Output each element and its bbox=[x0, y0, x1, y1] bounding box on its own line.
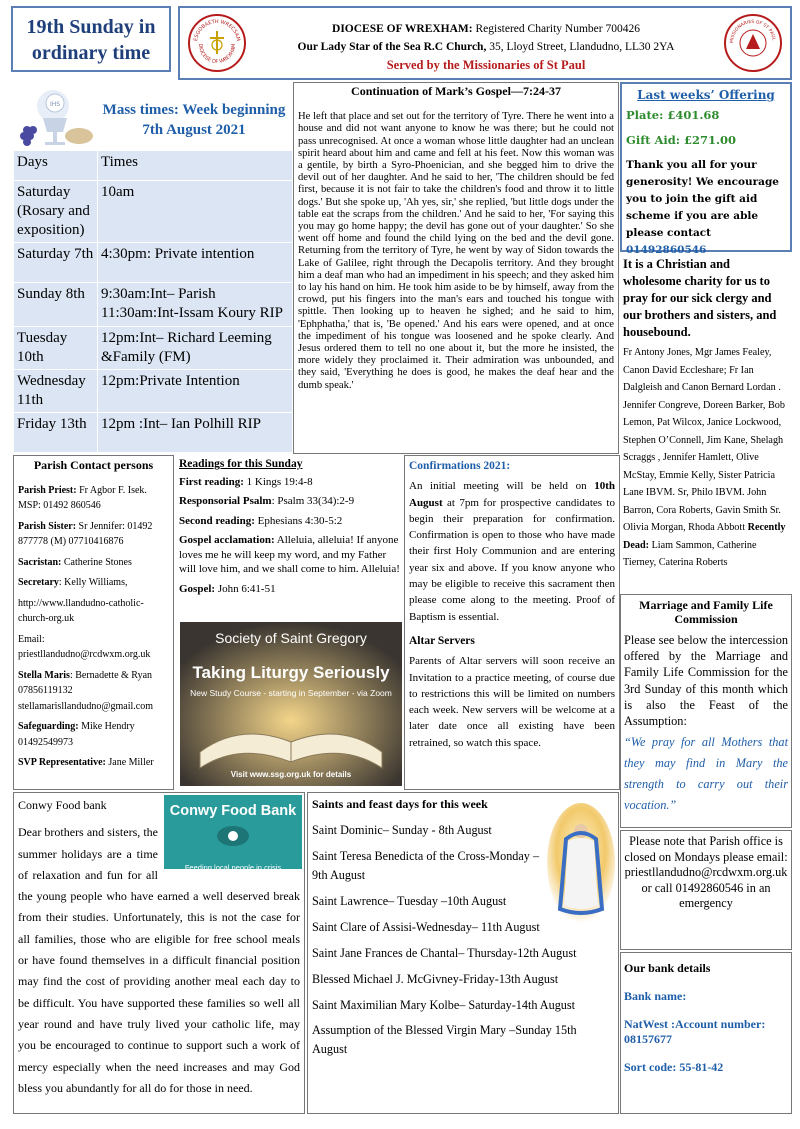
mass-time: 12pm:Private Intention bbox=[98, 370, 293, 413]
marriage-section bbox=[620, 594, 792, 828]
host-text: IHS bbox=[49, 101, 61, 108]
contacts-title: Parish Contact persons bbox=[33, 458, 154, 472]
mass-day: Saturday 7th bbox=[14, 243, 98, 283]
church-address: 35, Lloyd Street, Llandudno, LL30 2YA bbox=[489, 41, 675, 53]
second-reading: Second reading: Ephesians 4:30-5:2 bbox=[179, 514, 343, 527]
contact-sacristan: Sacristan: Catherine Stones bbox=[18, 556, 132, 568]
saint-item: Saint Lawrence– Tuesday –10th August bbox=[312, 893, 507, 908]
food-bank-logo bbox=[164, 795, 302, 872]
saint-item: Saint Jane Frances de Chantal– Thursday-12th August bbox=[312, 945, 577, 960]
mass-time: 4:30pm: Private intention bbox=[98, 243, 293, 283]
saints-title: Saints and feast days for this week bbox=[312, 797, 488, 811]
diocese-name: DIOCESE OF WREXHAM: bbox=[332, 23, 473, 35]
mass-times-table bbox=[13, 150, 293, 453]
food-bank-title: Conwy Food bank bbox=[18, 798, 107, 812]
bank-name-label: Bank name: bbox=[624, 989, 687, 1003]
page-title bbox=[11, 6, 171, 72]
eucharist-icon bbox=[13, 86, 95, 150]
recently-dead-names: Liam Sammon, Catherine Tierney, Caterina Roberts bbox=[623, 539, 757, 568]
food-bank-section bbox=[13, 792, 305, 1114]
parish-email[interactable]: Email: priestllandudno@rcdwxm.org.uk bbox=[18, 633, 151, 660]
plate-amount: Plate: £401.68 bbox=[626, 108, 720, 122]
saint-item: Saint Maximilian Mary Kolbe– Saturday-14th August bbox=[312, 997, 576, 1012]
mass-day: Sunday 8th bbox=[14, 283, 98, 327]
responsorial-psalm: Responsorial Psalm: Psalm 33(34):2-9 bbox=[179, 495, 355, 507]
sick-title: It is a Christian and wholesome charity for us to pray for our sick clergy and our brothers and sisters, and housebound. bbox=[623, 257, 777, 339]
ssg-line-2: Taking Liturgy Seriously bbox=[192, 663, 390, 682]
first-reading: First reading: 1 Kings 19:4-8 bbox=[179, 475, 313, 488]
offering-section bbox=[620, 82, 792, 256]
bank-title: Our bank details bbox=[624, 961, 711, 975]
mass-day: Friday 13th bbox=[14, 413, 98, 453]
mass-time: 12pm:Int– Richard Leeming &Family (FM) bbox=[98, 327, 293, 370]
saints-section bbox=[307, 792, 619, 1114]
readings-title: Readings for this Sunday bbox=[179, 458, 303, 470]
contact-stella-maris: Stella Maris: Bernadette & Ryan 07856119132 stellamarisllandudno@gmail.com bbox=[18, 669, 154, 712]
parish-website[interactable]: http://www.llandudno-catholic-church-org.uk bbox=[18, 597, 144, 624]
contact-priest: Parish Priest: Fr Agbor F. Isek. MSP: 01492 860546 bbox=[18, 484, 147, 511]
charity-number: Registered Charity Number 700426 bbox=[475, 23, 640, 35]
office-notice bbox=[620, 830, 792, 950]
ssg-line-3: New Study Course - starting in September - via Zoom bbox=[190, 688, 392, 698]
contact-safeguarding: Safeguarding: Mike Hendry 01492549973 bbox=[18, 721, 135, 748]
mass-time: 12pm :Int– Ian Polhill RIP bbox=[98, 413, 293, 453]
sick-prayer-section bbox=[620, 256, 792, 592]
saint-item: Saint Teresa Benedicta of the Cross-Monday –9th August bbox=[312, 848, 540, 882]
missionaries-seal bbox=[724, 14, 782, 72]
mass-header-days: Days bbox=[14, 151, 98, 181]
bank-account: NatWest :Account number: 08157677 bbox=[624, 1017, 766, 1046]
offering-phone: 01492860546 bbox=[626, 244, 707, 256]
church-name: Our Lady Star of the Sea R.C Church, bbox=[297, 41, 487, 53]
title-line-1: 19th Sunday in bbox=[26, 16, 156, 38]
mass-day: Wednesday 11th bbox=[14, 370, 98, 413]
mass-header-times: Times bbox=[98, 151, 293, 181]
confirmations-title: Confirmations 2021: bbox=[409, 460, 511, 472]
contact-secretary: Secretary: Kelly Williams, bbox=[18, 577, 128, 588]
contact-sister: Parish Sister: Sr Jennifer: 01492 877778 (M) 07710416876 bbox=[18, 520, 153, 547]
ssg-line-4: Visit www.ssg.org.uk for details bbox=[230, 770, 352, 779]
altar-servers-text: Parents of Altar servers will soon receive an Invitation to a practice meeting, of course due to restrictions this will be limited on numbers each week. New servers will be welcome at a later date once all existing have been retrained, so watch this space. bbox=[409, 655, 615, 749]
contact-svp: SVP Representative: Jane Miller bbox=[18, 757, 154, 768]
mass-day: Tuesday 10th bbox=[14, 327, 98, 370]
served-by: Served by the Missionaries of St Paul bbox=[386, 58, 586, 72]
food-logo-title: Conwy Food Bank bbox=[169, 803, 297, 819]
mass-time: 10am bbox=[98, 181, 293, 243]
seal-right-text: MISSIONARIES OF ST PAUL bbox=[729, 19, 776, 44]
ssg-poster bbox=[180, 622, 402, 786]
gospel-section bbox=[293, 82, 619, 454]
marriage-text: Please see below the intercession offered by the Marriage and Family Life Commission for the 3rd Sunday of this month which is also the Feast of the Assumption: bbox=[624, 633, 788, 729]
confirmations-section bbox=[404, 455, 620, 790]
offering-title: Last weeks’ Offering bbox=[637, 88, 775, 102]
food-bank-text: Dear brothers and sisters, the summer holidays are a time of relaxation and fun for all the young people who have earned a well deserved break from their studies. Unfortunately, this is not the case for all families, those who are eligible for free school meals or have found themselves in a difficult financial position may find the cost of providing another meal each day to be difficult. You have supported these families so well all year round and have truly lived your catholic life, may you be encouraged to continue to support such a work of mercy especially when the need increases and may God bless you abundantly for all do for those in need. bbox=[18, 825, 300, 1095]
gift-aid-amount: Gift Aid: £271.00 bbox=[626, 133, 737, 147]
hands-icon bbox=[213, 823, 253, 849]
mass-time: 9:30am:Int– Parish 11:30am:Int-Issam Koury RIP bbox=[98, 283, 293, 327]
title-line-2: ordinary time bbox=[31, 42, 151, 64]
header-banner bbox=[178, 6, 792, 80]
saint-item: Saint Clare of Assisi-Wednesday– 11th August bbox=[312, 919, 540, 934]
offering-thanks: Thank you all for your generosity! We encourage you to join the gift aid scheme if you are able please contact 01492860546 bbox=[626, 159, 779, 256]
diocese-seal bbox=[188, 14, 246, 72]
confirmations-text: An initial meeting will be held on 10th August at 7pm for prospective candidates to begin their preparation for confirmation. Confirmation is open to those who have made their first Holy Communion and are entering year six and above. If you know anyone who may be eligible to receive this sacrament then please come along to the meeting. Proof of Baptism is essential. bbox=[409, 480, 615, 623]
seal-top-text: ESGOBAETH WRECSAM bbox=[193, 18, 241, 42]
virgin-mary-image bbox=[546, 801, 616, 925]
bank-details bbox=[620, 952, 792, 1114]
saint-item: Saint Dominic– Sunday - 8th August bbox=[312, 822, 492, 837]
office-text: Please note that Parish office is closed on Mondays please email: priestllandudno@rcdwxm.org.uk or call 01492860546 in an emergency bbox=[624, 834, 788, 910]
seal-bottom-text: DIOCESE OF WREXHAM bbox=[196, 43, 238, 66]
parish-contacts bbox=[13, 455, 174, 790]
gospel-acclamation: Gospel acclamation: Alleluia, alleluia! If anyone loves me he will keep my word, and my Father will love him, and we shall come to him. Alleluia! bbox=[179, 534, 400, 575]
altar-servers-title: Altar Servers bbox=[409, 634, 475, 647]
marriage-prayer: “We pray for all Mothers that they may find in Mary the strength to carry out their vocation.” bbox=[624, 735, 788, 813]
readings-section bbox=[176, 455, 404, 625]
food-logo-tagline: Feeding local people in crisis bbox=[184, 862, 282, 872]
sick-names: Fr Antony Jones, Mgr James Fealey, Canon David Eccleshare; Fr Ian Dalgleish and Canon Bernard Lordan . Jennifer Congreve, Doreen Barker, Bob Lemon, Pat Wilcox, Janice Lockwood, Stephen O’Connell, Jim Kane, Shelagh Scraggs , Jennifer Hamlett, Olive McStay, Emmie Kelly, Sister Patricia Lane IBVM. Sr, Philo IBVM. John Barron, Cora Roberts, Gavin Smith Sr. Olivia Morgan, Rhoda Abbott Recently Dead: Liam Sammon, Catherine Tierney, Caterina Roberts bbox=[623, 347, 786, 568]
ssg-line-1: Society of Saint Gregory bbox=[215, 630, 367, 646]
mass-times-title: Mass times: Week beginning 7th August 2021 bbox=[102, 102, 286, 138]
mass-day: Saturday (Rosary and exposition) bbox=[14, 181, 98, 243]
saint-item: Blessed Michael J. McGivney-Friday-13th August bbox=[312, 971, 559, 986]
gospel-text: He left that place and set out for the territory of Tyre. There he went into a house and did not want anyone to know he was there; but he could not pass unrecognised. At once a woman whose little daughter had an unclean spirit heard about him and came and fell at his feet. Now this woman was a gentile, by birth a Syro-Phoenician, and she begged him to drive the devil out of her daughter. And he said to her, 'The children should be fed first, because it is not fair to take the children's food and throw it to little dogs.' But she spoke up, 'Ah yes, sir,' she replied, 'but little dogs under the table eat the scraps from the children.' And he said to her, 'For saying this you may go home happy; the devil has gone out of your daughter.' So she went off home and found the child lying on the bed and the devil gone. Returning from the territory of Tyre, he went by way of Sidon towards the Lake of Galilee, right through the Decapolis territory. And they brought him a deaf man who had an impediment in his speech; and they asked him to lay his hand on him. He took him aside to be by himself, away from the crowd, put his fingers into the man's ears and touched his tongue with spittle. Then looking up to heaven he sighed; and he said to him, 'Ephphatha,' that is, 'Be opened.' And his ears were opened, and at once the impediment of his tongue was loosened and he spoke clearly. And Jesus ordered them to tell no one about it, but the more he insisted, the more widely they proclaimed it. Their admiration was unbounded, and they said, 'Everything he does is good, he makes the deaf hear and the dumb speak.' bbox=[298, 111, 614, 391]
recently-dead-label: Recently Dead: bbox=[623, 522, 786, 551]
gospel-title: Continuation of Mark’s Gospel—7:24-37 bbox=[351, 84, 561, 98]
diocese-info bbox=[260, 20, 712, 74]
gospel-reading: Gospel: John 6:41-51 bbox=[179, 582, 276, 595]
marriage-title: Marriage and Family Life Commission bbox=[639, 598, 773, 626]
saint-item: Assumption of the Blessed Virgin Mary –Sunday 15th August bbox=[312, 1023, 577, 1057]
bank-sort-code: Sort code: 55-81-42 bbox=[624, 1060, 724, 1074]
